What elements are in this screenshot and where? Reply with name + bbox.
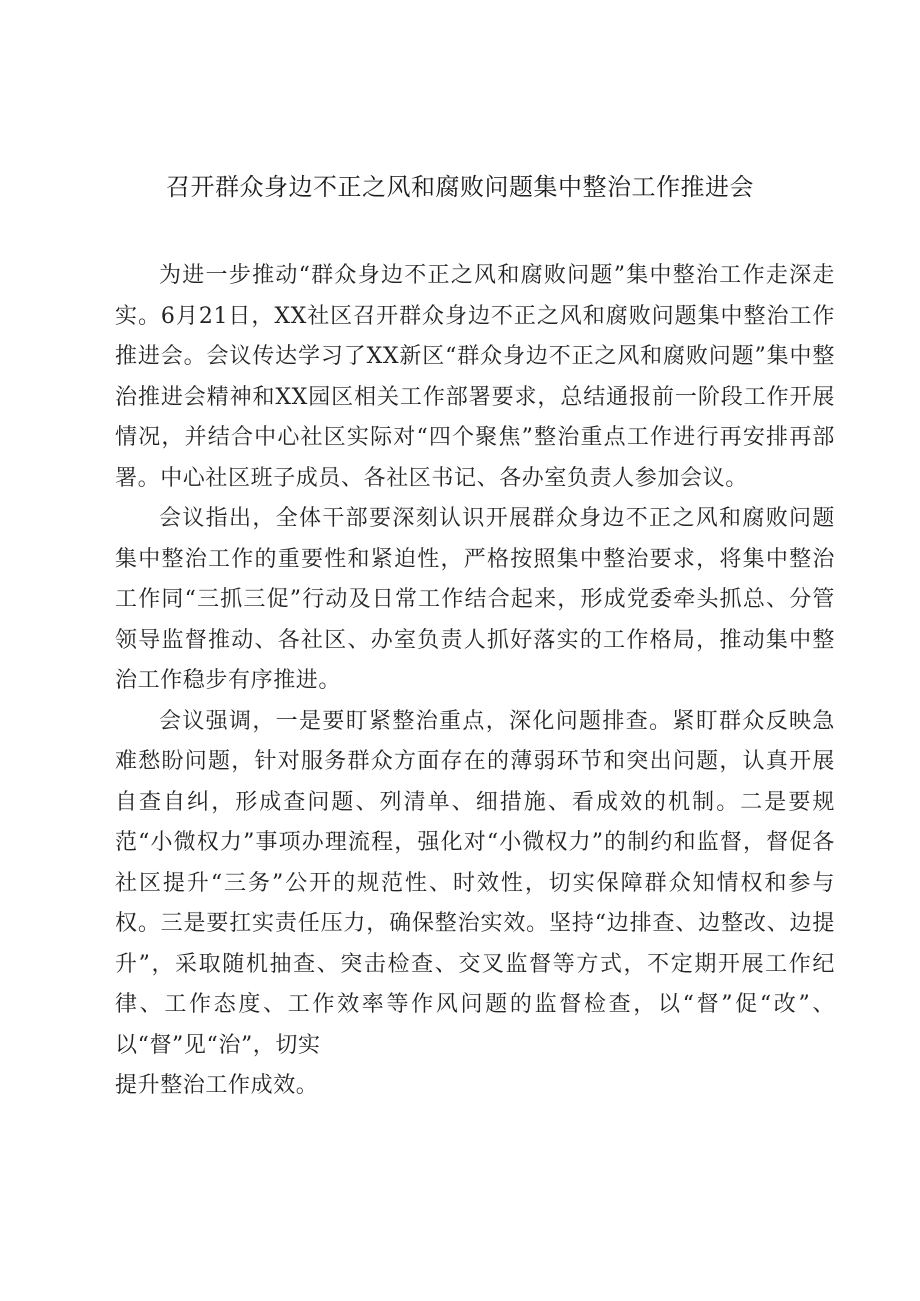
- document-title: 召开群众身边不正之风和腐败问题集中整治工作推进会: [166, 173, 754, 201]
- closing-line: 提升整治工作成效。: [115, 1073, 319, 1098]
- paragraph-1: 为进一步推动“群众身边不正之风和腐败问题”集中整治工作走深走实。6月21日，XX社区召开群众身边不正之风和腐败问题集中整治工作推进会。会议传达学习了XX新区“群众身边不正之风和腐败问题”集中整治推进会精神和XX园区相关工作部署要求，总结通报前一阶段工作开展情况，并结合中心社区实际对“四个聚焦”整治重点工作进行再安排再部署。中心社区班子成员、各社区书记、各办室负责人参加会议。: [115, 263, 835, 491]
- paragraph-2: 会议指出，全体干部要深刻认识开展群众身边不正之风和腐败问题集中整治工作的重要性和紧迫性，严格按照集中整治要求，将集中整治工作同“三抓三促”行动及日常工作结合起来，形成党委牵头抓总、分管领导监督推动、各社区、办室负责人抓好落实的工作格局，推动集中整治工作稳步有序推进。: [115, 506, 835, 693]
- document-body: [115, 256, 835, 1107]
- paragraph-3: 会议强调，一是要盯紧整治重点，深化问题排查。紧盯群众反映急难愁盼问题，针对服务群众方面存在的薄弱环节和突出问题，认真开展自查自纠，形成查问题、列清单、细措施、看成效的机制。二是要规范“小微权力”事项办理流程，强化对“小微权力”的制约和监督，督促各社区提升“三务”公开的规范性、时效性，切实保障群众知情权和参与权。三是要扛实责任压力，确保整治实效。坚持“边排查、边整改、边提升”，采取随机抽查、突击检查、交叉监督等方式，不定期开展工作纪律、工作态度、工作效率等作风问题的监督检查，以“督”促“改”、以“督”见“治”，切实: [115, 708, 835, 1058]
